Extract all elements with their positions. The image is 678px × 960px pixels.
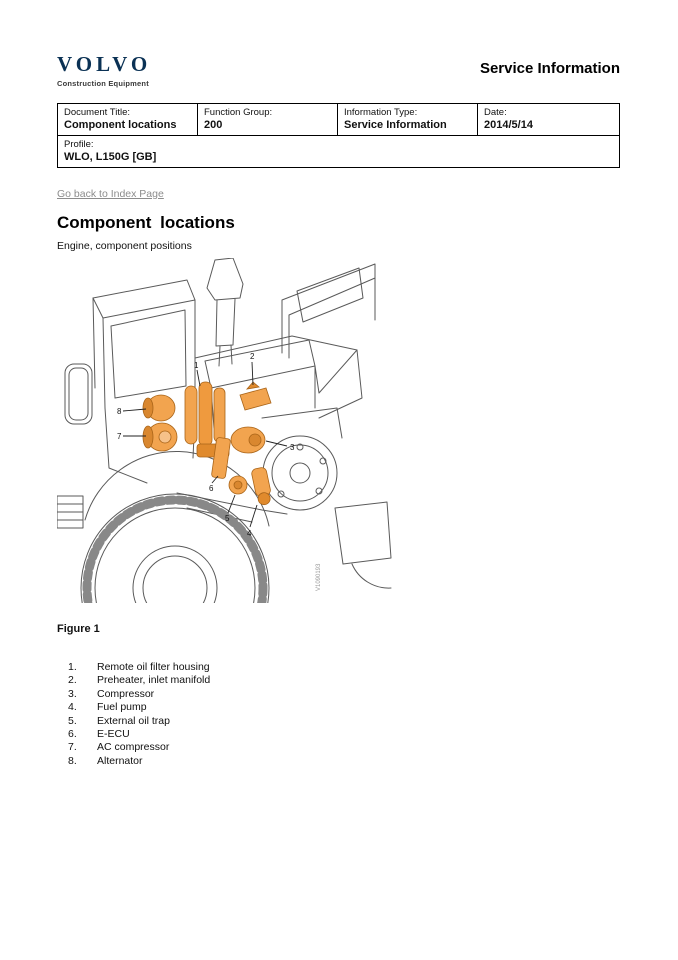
callout-1: 1 (194, 361, 199, 370)
list-item-number: 4. (68, 701, 77, 714)
section-heading: Component locations (57, 213, 235, 232)
list-item-label: Alternator (97, 754, 143, 767)
function-group-cell (198, 104, 338, 136)
list-item-label: AC compressor (97, 741, 170, 754)
list-item-number: 8. (68, 754, 77, 767)
information-type-cell (338, 104, 478, 136)
parts-list (68, 661, 210, 768)
information-type-value: Service Information (344, 119, 447, 131)
volvo-logo (57, 52, 151, 88)
figure-watermark: V1090193 (316, 563, 322, 591)
callout-3: 3 (290, 443, 295, 452)
profile-label: Profile: (64, 139, 94, 150)
callout-6: 6 (209, 484, 214, 493)
callout-7: 7 (117, 432, 122, 441)
figure-container (57, 258, 392, 603)
part-preheater (240, 382, 271, 410)
profile-value: WLO, L150G [GB] (64, 151, 157, 163)
list-item-number: 5. (68, 714, 77, 727)
doc-title-value: Component locations (64, 119, 177, 131)
list-item (68, 741, 210, 754)
list-item-number: 3. (68, 687, 77, 700)
date-label: Date: (484, 107, 507, 118)
list-item (68, 661, 210, 674)
callout-8: 8 (117, 407, 122, 416)
part-oil-trap (229, 476, 247, 494)
list-item-label: Remote oil filter housing (97, 661, 210, 673)
list-item-number: 6. (68, 728, 77, 741)
part-alternator (143, 395, 175, 421)
figure-caption: Figure 1 (57, 623, 100, 635)
callout-2: 2 (250, 352, 255, 361)
list-item (68, 688, 210, 701)
list-item (68, 755, 210, 768)
list-item-label: External oil trap (97, 714, 170, 727)
part-ac-compressor (143, 423, 177, 451)
list-item-number: 1. (68, 661, 77, 673)
doc-title-label: Document Title: (64, 107, 130, 118)
list-item-number: 7. (68, 741, 77, 754)
list-item-number: 2. (68, 674, 77, 687)
part-compressor (231, 427, 265, 453)
list-item (68, 715, 210, 728)
information-type-label: Information Type: (344, 107, 418, 118)
document-info-table (57, 103, 620, 168)
part-fuel-pump (251, 467, 273, 506)
list-item (68, 728, 210, 741)
part-e-ecu (211, 437, 230, 479)
function-group-value: 200 (204, 119, 223, 131)
engine-component-diagram (57, 258, 392, 603)
doc-title-cell (58, 104, 198, 136)
date-value: 2014/5/14 (484, 119, 533, 131)
list-item (68, 701, 210, 714)
callout-5: 5 (225, 514, 230, 523)
section-subheading: Engine, component positions (57, 240, 192, 252)
function-group-label: Function Group: (204, 107, 273, 118)
date-cell (478, 104, 620, 136)
page-title: Service Information (479, 60, 620, 77)
volvo-wordmark: VOLVO (57, 52, 152, 76)
list-item-label: Compressor (97, 687, 155, 700)
list-item-label: Fuel pump (97, 701, 147, 714)
profile-cell (58, 136, 620, 168)
list-item-label: Preheater, inlet manifold (97, 674, 211, 687)
back-to-index-link[interactable]: Go back to Index Page (57, 188, 164, 200)
callout-4: 4 (247, 529, 252, 538)
list-item-label: E-ECU (97, 728, 130, 741)
volvo-logo-subtext: Construction Equipment (57, 79, 149, 88)
list-item (68, 674, 210, 687)
